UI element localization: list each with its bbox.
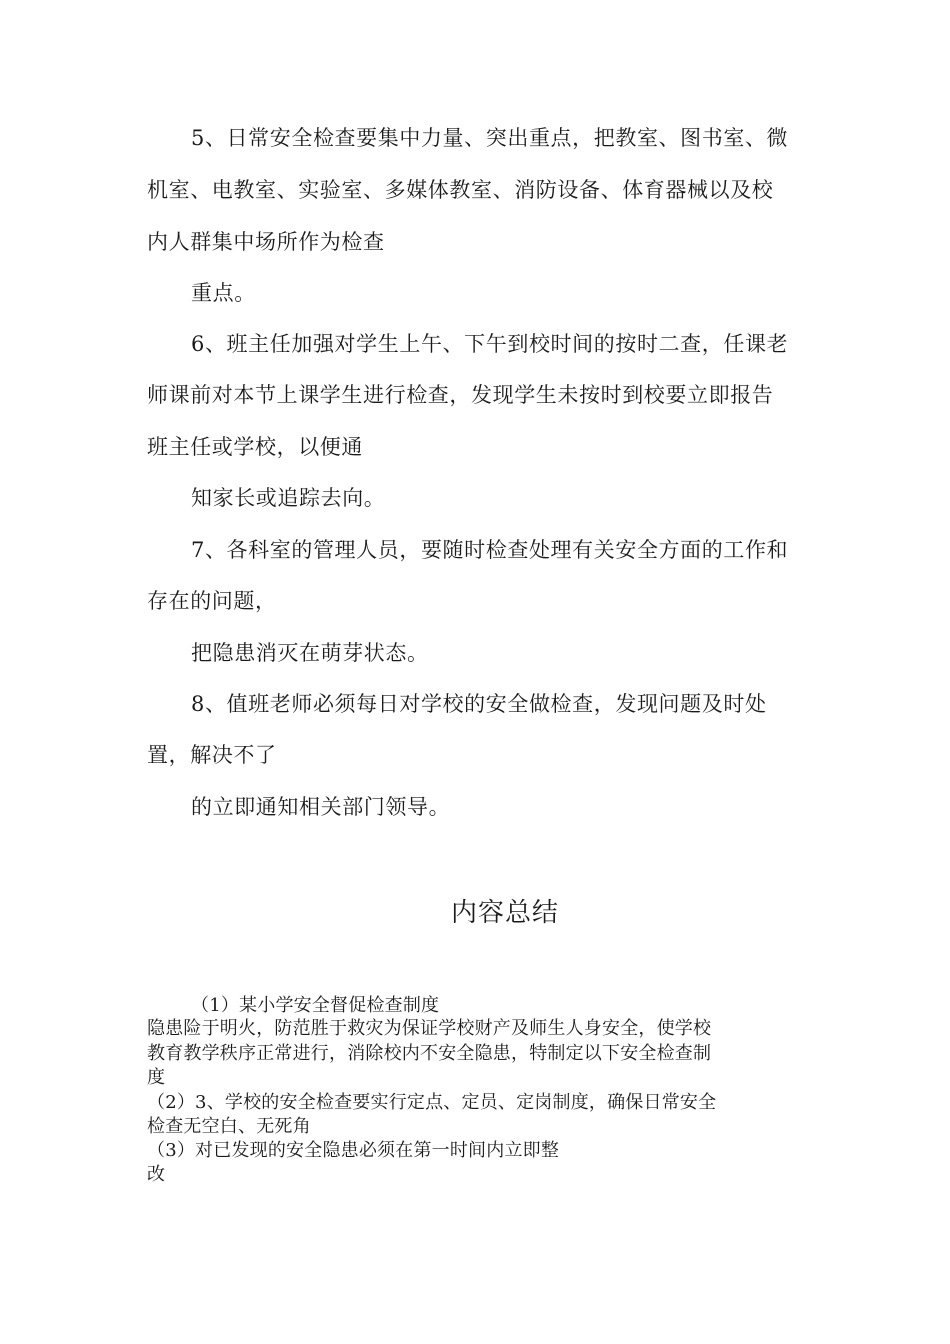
summary-line-8: 改 bbox=[147, 1164, 166, 1185]
summary-line-6: 检查无空白、无死角 bbox=[147, 1116, 311, 1137]
paragraph-7-line-3: 把隐患消灭在萌芽状态。 bbox=[191, 641, 429, 665]
summary-line-3: 教育教学秩序正常进行，消除校内不安全隐患，特制定以下安全检查制 bbox=[147, 1043, 712, 1064]
paragraph-8-line-2: 置，解决不了 bbox=[147, 743, 277, 767]
paragraph-5-line-3: 内人群集中场所作为检查 bbox=[147, 230, 385, 254]
paragraph-6-line-3: 班主任或学校，以便通 bbox=[147, 435, 363, 459]
summary-line-7: （3）对已发现的安全隐患必须在第一时间内立即整 bbox=[147, 1140, 560, 1161]
summary-title: 内容总结 bbox=[450, 898, 559, 928]
summary-line-1: （1）某小学安全督促检查制度 bbox=[191, 995, 440, 1016]
paragraph-8-line-1: 8、值班老师必须每日对学校的安全做检查，发现问题及时处 bbox=[191, 692, 767, 716]
paragraph-7-line-2: 存在的问题， bbox=[147, 589, 277, 613]
paragraph-8-line-3: 的立即通知相关部门领导。 bbox=[191, 795, 451, 819]
summary-line-5: （2）3、学校的安全检查要实行定点、定员、定岗制度，确保日常安全 bbox=[147, 1092, 717, 1113]
paragraph-5-line-4: 重点。 bbox=[191, 281, 256, 305]
paragraph-6-line-4: 知家长或追踪去向。 bbox=[191, 486, 386, 510]
summary-line-4: 度 bbox=[147, 1067, 166, 1088]
paragraph-6-line-2: 师课前对本节上课学生进行检查，发现学生未按时到校要立即报告 bbox=[147, 383, 774, 407]
paragraph-5-line-2: 机室、电教室、实验室、多媒体教室、消防设备、体育器械以及校 bbox=[147, 178, 774, 202]
summary-line-2: 隐患险于明火，防范胜于救灾为保证学校财产及师生人身安全，使学校 bbox=[147, 1018, 712, 1039]
paragraph-7-line-1: 7、各科室的管理人员，要随时检查处理有关安全方面的工作和 bbox=[191, 538, 789, 562]
paragraph-5-line-1: 5、日常安全检查要集中力量、突出重点，把教室、图书室、微 bbox=[191, 126, 789, 150]
paragraph-6-line-1: 6、班主任加强对学生上午、下午到校时间的按时二查，任课老 bbox=[191, 332, 789, 356]
